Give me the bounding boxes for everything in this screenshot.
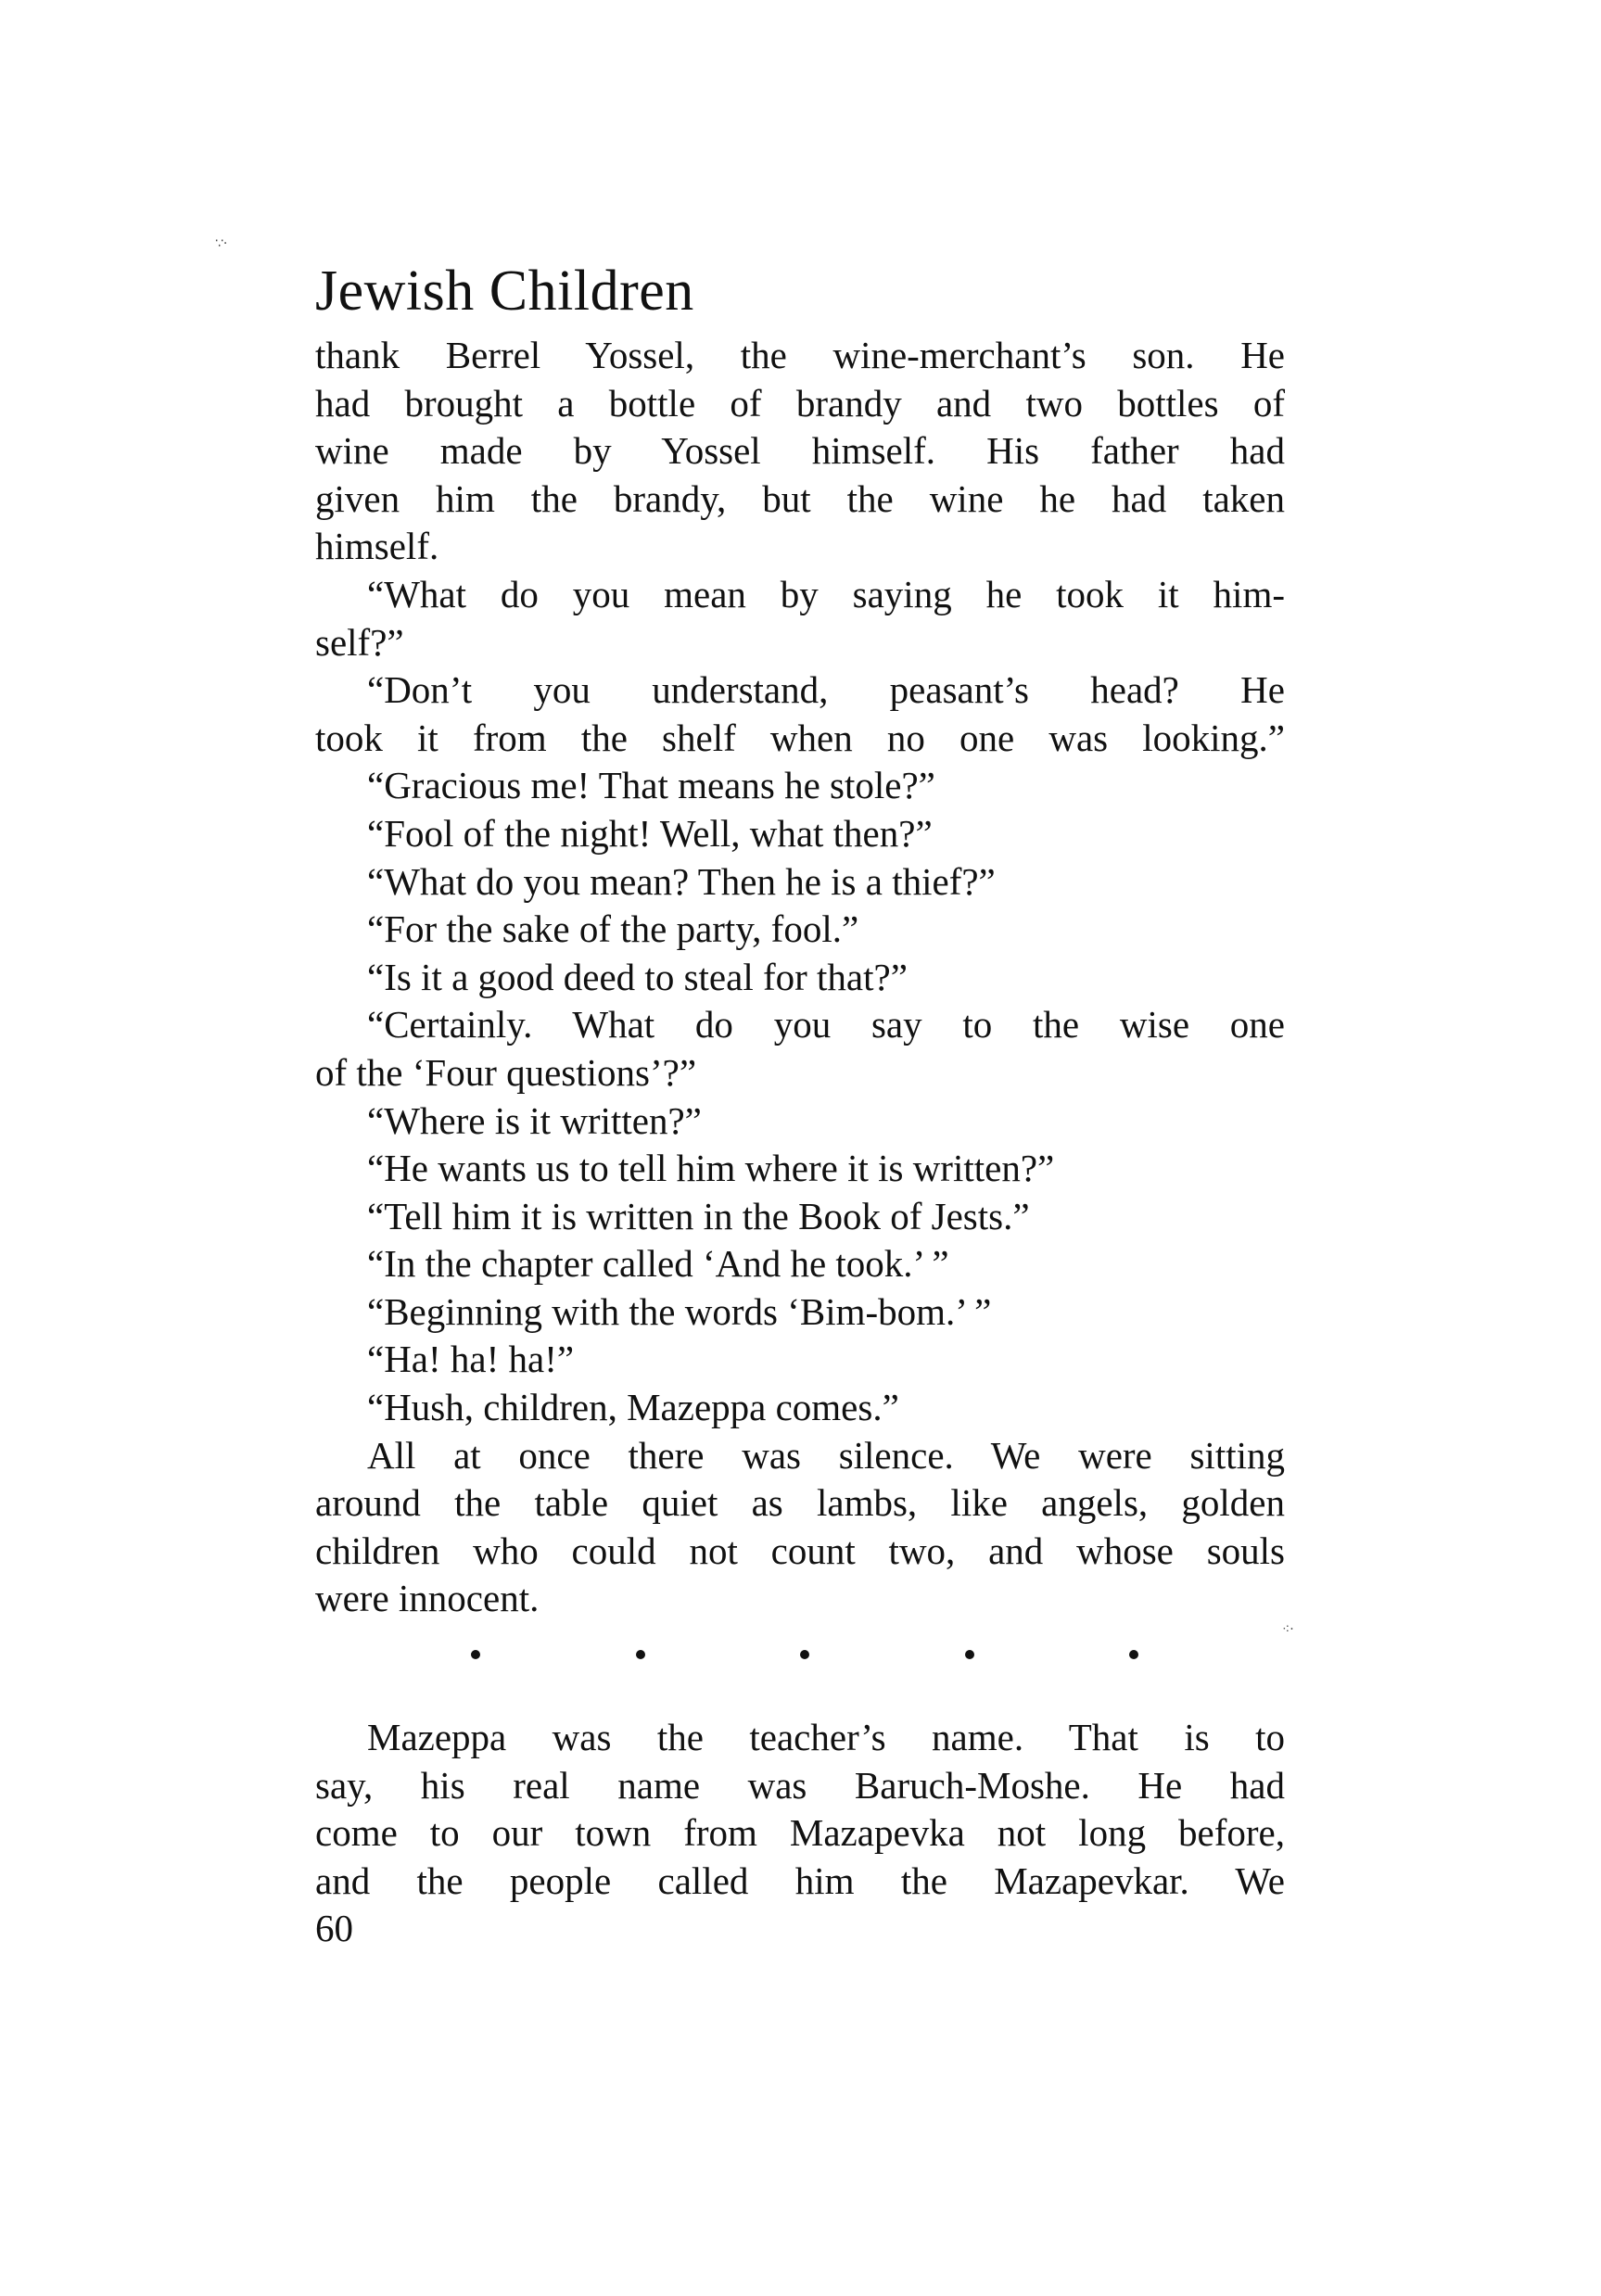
text-line: “For the sake of the party, fool.” (367, 907, 859, 951)
text-line: himself. (315, 525, 439, 568)
text-line: All at once there was silence. We were sitting (367, 1433, 1285, 1477)
book-page (315, 258, 1285, 1953)
text-line: come to our town from Mazapevka not long before, (315, 1811, 1285, 1855)
text-line: thank Berrel Yossel, the wine-merchant’s son. He (315, 334, 1285, 376)
section-break-dot (1129, 1650, 1138, 1659)
scan-speck-right: ⁖· (1282, 1622, 1294, 1637)
section-break-dot (800, 1650, 809, 1659)
section-break-dot (965, 1650, 974, 1659)
text-line: “What do you mean by saying he took it him- (367, 572, 1285, 615)
text-line: “Certainly. What do you say to the wise one (367, 1003, 1285, 1047)
text-line: wine made by Yossel himself. His father had (315, 429, 1285, 473)
text-line: self?” (315, 620, 404, 664)
text-line: “He wants us to tell him where it is written?” (367, 1147, 1055, 1190)
text-line: “In the chapter called ‘And he took.’ ” (367, 1242, 949, 1286)
text-line: and the people called him the Mazapevkar. We (315, 1858, 1285, 1902)
text-line: “Fool of the night! Well, what then?” (367, 811, 933, 855)
text-line: say, his real name was Baruch-Moshe. He had (315, 1763, 1285, 1807)
text-line: “Where is it written?” (367, 1098, 702, 1142)
text-line: “Is it a good deed to steal for that?” (367, 955, 908, 998)
text-line: took it from the shelf when no one was looking.” (315, 716, 1285, 759)
scan-speck-top: ∵· (215, 236, 228, 251)
text-line: had brought a bottle of brandy and two bottles of (315, 381, 1285, 425)
text-line: “Beginning with the words ‘Bim-bom.’ ” (367, 1289, 992, 1333)
text-line: “Ha! ha! ha!” (367, 1338, 575, 1381)
text-line: “What do you mean? Then he is a thief?” (367, 859, 996, 903)
text-line: “Tell him it is written in the Book of Jests.” (367, 1194, 1030, 1237)
text-line: Mazeppa was the teacher’s name. That is to (367, 1716, 1285, 1759)
text-line: “Hush, children, Mazeppa comes.” (367, 1386, 899, 1429)
text-line: were innocent. (315, 1577, 540, 1620)
running-head: Jewish Children (315, 260, 694, 323)
text-line: children who could not count two, and whose souls (315, 1529, 1285, 1572)
text-line: “Gracious me! That means he stole?” (367, 764, 935, 807)
text-line: given him the brandy, but the wine he had taken (315, 476, 1285, 520)
text-line: “Don’t you understand, peasant’s head? He (367, 668, 1285, 712)
body-text (315, 332, 1285, 1905)
section-break-dot (471, 1650, 480, 1659)
text-line: of the ‘Four questions’?” (315, 1050, 697, 1094)
text-line: around the table quiet as lambs, like angels, golden (315, 1481, 1285, 1525)
section-break-dots (471, 1630, 1138, 1679)
section-break-dot (636, 1650, 645, 1659)
page-number: 60 (315, 1907, 353, 1950)
